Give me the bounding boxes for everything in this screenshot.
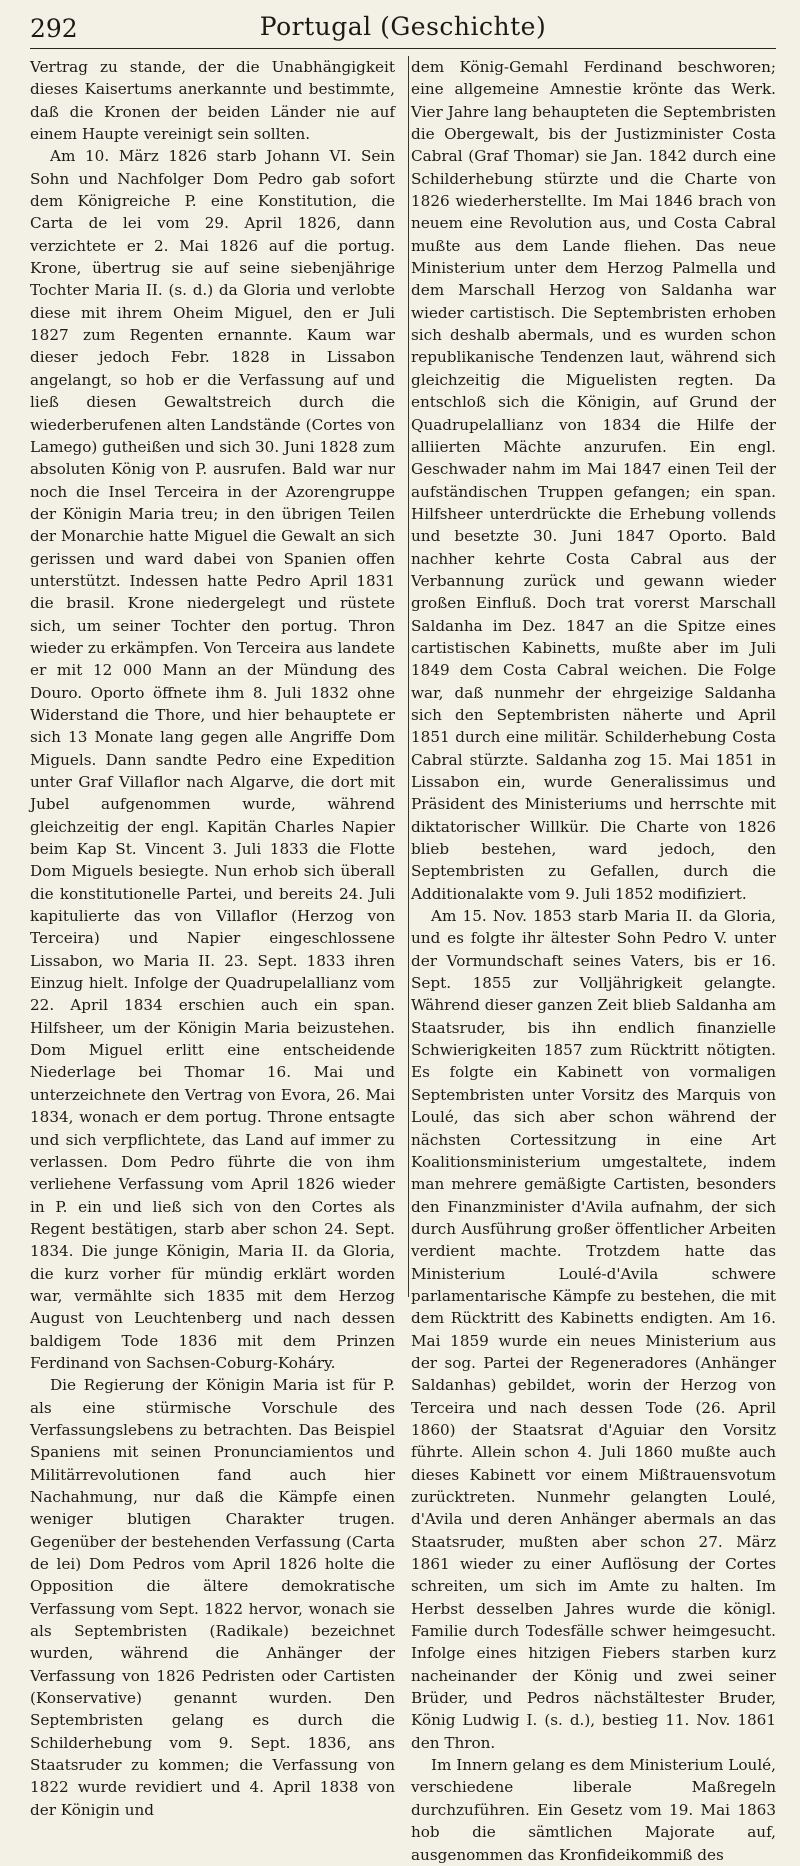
running-head: Portugal (Geschichte) bbox=[259, 12, 547, 41]
right-column bbox=[411, 56, 776, 1864]
left-column bbox=[30, 56, 395, 1819]
paragraph: Vertrag zu stande, der die Unabhängigkeit dieses Kaisertums anerkannte und bestimmte, daß die Kronen der beiden Länder nie auf einem Haupte vereinigt sein sollten. bbox=[30, 58, 395, 144]
paragraph: Am 15. Nov. 1853 starb Maria II. da Gloria, und es folgte ihr ältester Sohn Pedro V. unter der Vormundschaft seines Vaters, bis er 16. Sept. 1855 zur Volljährigkeit gelangte. Während dieser ganzen Zeit blieb Saldanha am Staatsruder, bis ihn endlich finanzielle Schwierigkeiten 1857 zum Rücktritt nötigten. Es folgte ein Kabinett von vormaligen Septembristen unter Vorsitz des Marquis von Loulé, das sich aber schon während der nächsten Cortessitzung in eine Art Koalitionsministerium umgestaltete, indem man mehrere gemäßigte Cartisten, besonders den Finanzminister d'Avila aufnahm, der sich durch Ausführung großer öffentlicher Arbeiten verdient machte. Trotzdem hatte das Ministerium Loulé-d'Avila schwere parlamentarische Kämpfe zu bestehen, die mit dem Rücktritt des Kabinetts endigten. Am 16. Mai 1859 wurde ein neues Ministerium aus der sog. Partei der Regeneradores (Anhänger Saldanhas) gebildet, worin der Herzog von Terceira und nach dessen Tode (26. April 1860) der Staatsrat d'Aguiar den Vorsitz führte. Allein schon 4. Juli 1860 mußte auch dieses Kabinett vor einem Mißtrauensvotum zurücktreten. Nunmehr gelangten Loulé, d'Avila und deren Anhänger abermals an das Staatsruder, mußten aber schon 27. März 1861 wieder zu einer Auflösung der Cortes schreiten, um sich im Amte zu halten. Im Herbst desselben Jahres wurde die königl. Familie durch Todesfälle schwer heimgesucht. Infolge eines hitzigen Fiebers starben kurz nacheinander der König und zwei seiner Brüder, und Pedros nächstältester Bruder, König Ludwig I. (s. d.), bestieg 11. Nov. 1861 den Thron. bbox=[411, 907, 776, 1752]
paragraph: Am 10. März 1826 starb Johann VI. Sein Sohn und Nachfolger Dom Pedro gab sofort dem Königreiche P. eine Konstitution, die Carta de lei vom 29. April 1826, dann verzichtete er 2. Mai 1826 auf die portug. Krone, übertrug sie auf seine siebenjährige Tochter Maria II. (s. d.) da Gloria und verlobte diese mit ihrem Oheim Miguel, den er Juli 1827 zum Regenten ernannte. Kaum war dieser jedoch Febr. 1828 in Lissabon angelangt, so hob er die Verfassung auf und ließ diesen Gewaltstreich durch die wiederberufenen alten Landstände (Cortes von Lamego) gutheißen und sich 30. Juni 1828 zum absoluten König von P. ausrufen. Bald war nur noch die Insel Terceira in der Azorengruppe der Königin Maria treu; in den übrigen Teilen der Monarchie hatte Miguel die Gewalt an sich gerissen und ward dabei von Spanien offen unterstützt. Indessen hatte Pedro April 1831 die brasil. Krone niedergelegt und rüstete sich, um seiner Tochter den portug. Thron wieder zu erkämpfen. Von Terceira aus landete er mit 12 000 Mann an der Mündung des Douro. Oporto öffnete ihm 8. Juli 1832 ohne Widerstand die Thore, und hier behauptete er sich 13 Monate lang gegen alle Angriffe Dom Miguels. Dann sandte Pedro eine Expedition unter Graf Villaflor nach Algarve, die dort mit Jubel aufgenommen wurde, während gleichzeitig der engl. Kapitän Charles Napier beim Kap St. Vincent 3. Juli 1833 die Flotte Dom Miguels besiegte. Nun erhob sich überall die konstitutionelle Partei, und bereits 24. Juli kapitulierte das von Villaflor (Herzog von Terceira) und Napier eingeschlossene Lissabon, wo Maria II. 23. Sept. 1833 ihren Einzug hielt. Infolge der Quadrupelallianz vom 22. April 1834 erschien auch ein span. Hilfsheer, um der Königin Maria beizustehen. Dom Miguel erlitt eine entscheidende Niederlage bei Thomar 16. Mai und unterzeichnete den Vertrag von Evora, 26. Mai 1834, wonach er dem portug. Throne entsagte und sich verpflichtete, das Land auf immer zu verlassen. Dom Pedro führte die von ihm verliehene Verfassung vom April 1826 wieder in P. ein und ließ sich von den Cortes als Regent bestätigen, starb aber schon 24. Sept. 1834. Die junge Königin, Maria II. da Gloria, die kurz vorher für mündig erklärt worden war, vermählte sich 1835 mit dem Herzog August von Leuchtenberg und nach dessen baldigem Tode 1836 mit dem Prinzen Ferdinand von Sachsen-Coburg-Koháry. bbox=[30, 147, 395, 1372]
page-number: 292 bbox=[30, 14, 78, 43]
paragraph: dem König-Gemahl Ferdinand beschworen; eine allgemeine Amnestie krönte das Werk. Vier Jahre lang behaupteten die Septembristen die Obergewalt, bis der Justizminister Costa Cabral (Graf Thomar) sie Jan. 1842 durch eine Schilderhebung stürzte und die Charte von 1826 wiederherstellte. Im Mai 1846 brach von neuem eine Revolution aus, und Costa Cabral mußte aus dem Lande fliehen. Das neue Ministerium unter dem Herzog Palmella und dem Marschall Herzog von Saldanha war wieder cartistisch. Die Septembristen erhoben sich deshalb abermals, und es wurden schon republikanische Tendenzen laut, während sich gleichzeitig die Miguelisten regten. Da entschloß sich die Königin, auf Grund der Quadrupelallianz von 1834 die Hilfe der alliierten Mächte anzurufen. Ein engl. Geschwader nahm im Mai 1847 einen Teil der aufständischen Truppen gefangen; ein span. Hilfsheer unterdrückte die Erhebung vollends und besetzte 30. Juni 1847 Oporto. Bald nachher kehrte Costa Cabral aus der Verbannung zurück und gewann wieder großen Einfluß. Doch trat vorerst Marschall Saldanha im Dez. 1847 an die Spitze eines cartistischen Kabinetts, mußte aber im Juli 1849 dem Costa Cabral weichen. Die Folge war, daß nunmehr der ehrgeizige Saldanha sich den Septembristen näherte und April 1851 durch eine militär. Schilderhebung Costa Cabral stürzte. Saldanha zog 15. Mai 1851 in Lissabon ein, wurde Generalissimus und Präsident des Ministeriums und herrschte mit diktatorischer Willkür. Die Charte von 1826 blieb bestehen, ward jedoch, den Septembristen zu Gefallen, durch die Additionalakte vom 9. Juli 1852 modifiziert. bbox=[411, 58, 776, 903]
paragraph: Im Innern gelang es dem Ministerium Loulé, verschiedene liberale Maßregeln durchzuführen. Ein Gesetz vom 19. Mai 1863 hob die sämtlichen Majorate auf, ausgenommen das Kronfideikommiß des bbox=[411, 1756, 776, 1864]
paragraph: Die Regierung der Königin Maria ist für P. als eine stürmische Vorschule des Verfassungslebens zu betrachten. Das Beispiel Spaniens mit seinen Pronunciamientos und Militärrevolutionen fand auch hier Nachahmung, nur daß die Kämpfe einen weniger blutigen Charakter trugen. Gegenüber der bestehenden Verfassung (Carta de lei) Dom Pedros vom April 1826 holte die Opposition die ältere demokratische Verfassung vom Sept. 1822 hervor, wonach sie als Septembristen (Radikale) bezeichnet wurden, während die Anhänger der Verfassung von 1826 Pedristen oder Cartisten (Konservative) genannt wurden. Den Septembristen gelang es durch die Schilderhebung vom 9. Sept. 1836, ans Staatsruder zu kommen; die Verfassung von 1822 wurde revidiert und 4. April 1838 von der Königin und bbox=[30, 1376, 395, 1819]
text-columns bbox=[30, 56, 776, 1864]
column-divider bbox=[408, 56, 409, 1297]
page-header bbox=[30, 8, 776, 49]
